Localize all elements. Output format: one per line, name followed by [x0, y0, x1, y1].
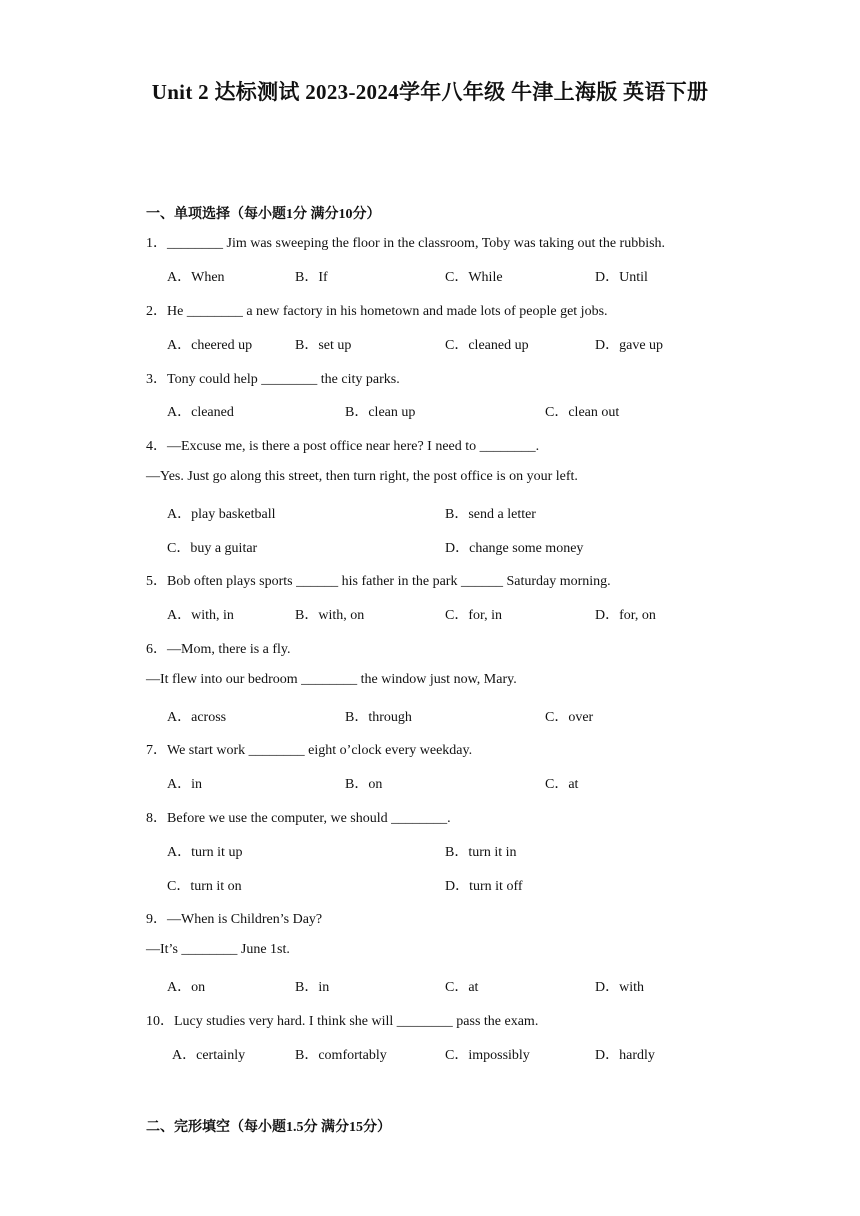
option: C．impossibly — [445, 1048, 530, 1063]
option: B．set up — [295, 338, 352, 353]
option: A．When — [167, 270, 225, 285]
option: C．for, in — [445, 608, 502, 623]
option: A．across — [167, 710, 227, 725]
option: A．on — [167, 980, 206, 995]
option: B．with, on — [295, 608, 365, 623]
question-stem: 2．He ________ a new factory in his hometown and made lots of people get jobs. — [146, 304, 608, 319]
option: A．play basketball — [167, 507, 276, 522]
question-stem: 9．—When is Children’s Day? — [146, 912, 323, 927]
option: A．with, in — [167, 608, 234, 623]
option: C．at — [445, 980, 479, 995]
question-stem: 8．Before we use the computer, we should ________. — [146, 811, 451, 826]
option: D．for, on — [595, 608, 656, 623]
section-heading: 二、完形填空（每小题1.5分 满分15分） — [146, 1120, 391, 1135]
option: B．If — [295, 270, 328, 285]
question-stem: 7．We start work ________ eight o’clock every weekday. — [146, 743, 473, 758]
option: A．in — [167, 777, 202, 792]
question-stem: —It’s ________ June 1st. — [146, 942, 290, 957]
option: D．gave up — [595, 338, 664, 353]
option: D．hardly — [595, 1048, 655, 1063]
option: B．comfortably — [295, 1048, 387, 1063]
option: B．in — [295, 980, 330, 995]
document-title: Unit 2 达标测试 2023-2024学年八年级 牛津上海版 英语下册 — [151, 80, 709, 104]
option: D．with — [595, 980, 644, 995]
option: C．buy a guitar — [167, 541, 258, 556]
question-stem: 4．—Excuse me, is there a post office near here? I need to ________. — [146, 439, 540, 454]
option: D．Until — [595, 270, 648, 285]
question-stem: 6．—Mom, there is a fly. — [146, 642, 291, 657]
section-heading: 一、单项选择（每小题1分 满分10分） — [146, 207, 381, 222]
option: C．at — [545, 777, 579, 792]
question-stem: 10．Lucy studies very hard. I think she will ________ pass the exam. — [146, 1014, 539, 1029]
option: B．on — [345, 777, 383, 792]
option: A．turn it up — [167, 845, 243, 860]
option: C．turn it on — [167, 879, 242, 894]
option: C．While — [445, 270, 503, 285]
option: C．clean out — [545, 405, 620, 420]
question-stem: 1．________ Jim was sweeping the floor in the classroom, Toby was taking out the rubbish. — [146, 236, 666, 251]
option: C．cleaned up — [445, 338, 529, 353]
option: A．cheered up — [167, 338, 253, 353]
option: D．change some money — [445, 541, 584, 556]
option: B．turn it in — [445, 845, 517, 860]
question-stem: —It flew into our bedroom ________ the window just now, Mary. — [146, 672, 517, 687]
question-stem: 5．Bob often plays sports ______ his father in the park ______ Saturday morning. — [146, 574, 611, 589]
question-stem: 3．Tony could help ________ the city parks. — [146, 372, 400, 387]
option: D．turn it off — [445, 879, 523, 894]
option: C．over — [545, 710, 594, 725]
option: A．cleaned — [167, 405, 234, 420]
option: B．clean up — [345, 405, 416, 420]
option: B．through — [345, 710, 412, 725]
question-stem: —Yes. Just go along this street, then turn right, the post office is on your left. — [146, 469, 578, 484]
option: B．send a letter — [445, 507, 536, 522]
option: A．certainly — [172, 1048, 246, 1063]
